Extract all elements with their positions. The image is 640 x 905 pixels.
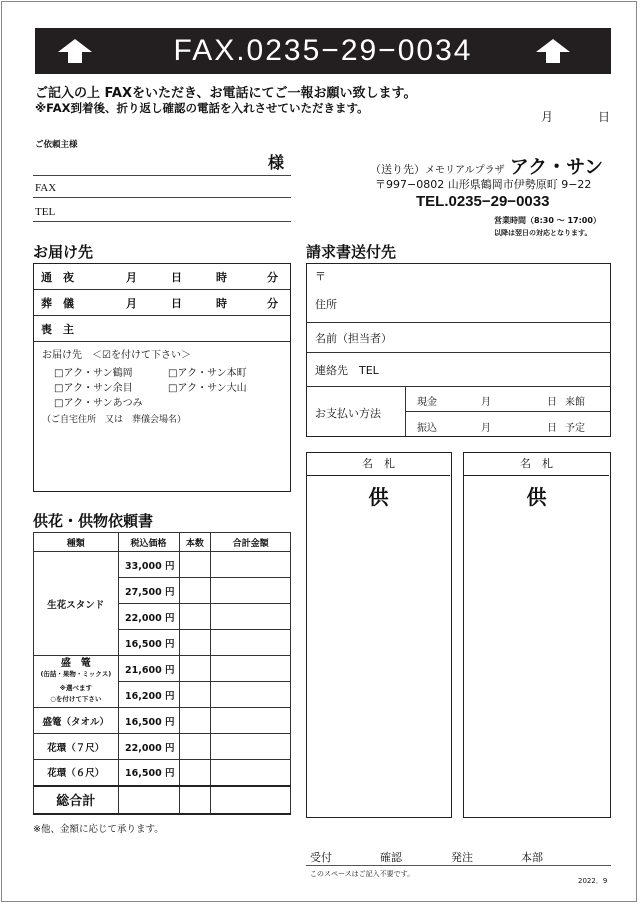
date-day-label: 日: [598, 110, 611, 124]
delivery-divider: [34, 289, 290, 290]
wreath6-label: 花環（６尺）: [34, 760, 119, 786]
order-footnote: ※他、金額に応じて承ります。: [33, 824, 164, 835]
up-arrow-icon: [535, 38, 571, 64]
name-card-header: 名 札: [307, 453, 450, 476]
delivery-box: [33, 263, 291, 492]
name-card-left: [306, 452, 452, 818]
towel-label: 盛篭（タオル）: [34, 708, 119, 734]
option-amarume[interactable]: □アク・サン余目: [54, 383, 133, 394]
wake-minute: 分: [267, 271, 278, 284]
sender-brand: アク・サン: [509, 156, 604, 178]
quantity-cell[interactable]: [179, 734, 211, 760]
table-row: [34, 656, 291, 682]
total-cell[interactable]: [211, 760, 291, 786]
invoice-title: 請求書送付先: [306, 243, 397, 261]
funeral-hour: 時: [216, 297, 227, 310]
client-tel-line: [33, 221, 291, 222]
price-cell: 16,500 円: [118, 630, 179, 656]
name-card-right: [463, 452, 611, 818]
quantity-cell[interactable]: [179, 630, 211, 656]
client-fax-label: FAX: [35, 182, 57, 194]
grand-total-cell[interactable]: [211, 786, 291, 814]
payment-method-label: お支払い方法: [315, 407, 381, 420]
transfer-month: 月: [481, 423, 491, 434]
invoice-contact-label: 連絡先 TEL: [315, 364, 379, 377]
invoice-divider: [307, 352, 610, 353]
sender-address: 〒997−0802 山形県鶴岡市伊勢原町 9−22: [375, 178, 592, 191]
wake-month: 月: [126, 271, 137, 284]
sender-prefix: （送り先）: [370, 163, 425, 176]
price-cell: 16,200 円: [118, 682, 179, 708]
sender-tel: TEL.0235−29−0033: [416, 193, 550, 210]
price-cell: 33,000 円: [118, 552, 179, 578]
quantity-cell[interactable]: [179, 708, 211, 734]
business-hours: 営業時間（8:30 〜 17:00）: [494, 216, 601, 225]
sender-brand-small: メモリアルプラザ: [425, 165, 505, 176]
table-header-row: [34, 533, 291, 552]
col-type: 種類: [34, 533, 119, 552]
table-row: [34, 708, 291, 734]
basket-note: ※選べます: [59, 684, 92, 692]
total-cell[interactable]: [211, 630, 291, 656]
total-cell[interactable]: [211, 552, 291, 578]
chief-mourner-label: 喪 主: [41, 323, 74, 336]
order-table: [33, 532, 291, 815]
price-cell: 27,500 円: [118, 578, 179, 604]
wreath7-label: 花環（７尺）: [34, 734, 119, 760]
payment-divider: [405, 411, 610, 412]
stand-label: 生花スタンド: [34, 552, 119, 656]
client-honorific: 様: [268, 153, 285, 172]
delivery-divider: [34, 315, 290, 316]
quantity-cell[interactable]: [179, 760, 211, 786]
option-oyama[interactable]: □アク・サン大山: [168, 383, 247, 394]
client-tel-label: TEL: [35, 206, 56, 218]
basket-note: ○を付けて下さい: [50, 695, 102, 703]
price-cell: 22,000 円: [118, 604, 179, 630]
office-ordered: 発注: [451, 851, 473, 864]
form-version: 2022．9: [578, 877, 608, 885]
funeral-label: 葬 儀: [41, 297, 74, 310]
wake-label: 通 夜: [41, 271, 74, 284]
fax-banner: [35, 28, 611, 74]
office-confirmed: 確認: [380, 851, 402, 864]
cash-month: 月: [481, 397, 491, 408]
offering-mark: 供: [368, 485, 389, 509]
cash-day: 日: [547, 397, 557, 408]
delivery-title: お届け先: [33, 243, 94, 261]
instruction-line: ご記入の上 FAXをいただき、お電話にてご一報お願い致します。: [35, 86, 417, 101]
wake-day: 日: [171, 271, 182, 284]
total-price-cell: [118, 786, 179, 814]
total-cell[interactable]: [211, 604, 291, 630]
table-row: [34, 552, 291, 578]
basket-sub: (缶詰・果物・ミックス): [40, 670, 112, 678]
office-line: [306, 865, 611, 866]
quantity-cell[interactable]: [179, 604, 211, 630]
payment-transfer[interactable]: 振込: [417, 423, 437, 434]
cash-mode: 来館: [565, 397, 585, 408]
order-title: 供花・供物依頼書: [33, 512, 154, 530]
instruction-note: ※FAX到着後、折り返し確認の電話を入れさせていただきます。: [35, 101, 369, 115]
client-fax-line: [33, 197, 291, 198]
wake-hour: 時: [216, 271, 227, 284]
invoice-divider: [307, 322, 610, 323]
funeral-day: 日: [171, 297, 182, 310]
fax-number-title: FAX.0235−29−0034: [173, 34, 473, 67]
funeral-minute: 分: [267, 297, 278, 310]
col-price: 税込価格: [118, 533, 179, 552]
basket-label: 盛 篭: [60, 658, 91, 669]
total-cell[interactable]: [211, 578, 291, 604]
funeral-month: 月: [126, 297, 137, 310]
destination-label: お届け先 ＜☑を付けて下さい＞: [42, 350, 191, 361]
invoice-divider: [307, 386, 610, 387]
col-total: 合計金額: [211, 533, 291, 552]
name-card-header: 名 札: [464, 453, 609, 476]
price-cell: 21,600 円: [118, 656, 179, 682]
invoice-name-label: 名前（担当者）: [315, 332, 392, 345]
transfer-mode: 予定: [565, 423, 585, 434]
price-cell: 16,500 円: [118, 760, 179, 786]
option-tsuruoka[interactable]: □アク・サン鶴岡: [54, 368, 133, 379]
delivery-divider: [34, 341, 290, 342]
after-hours-note: 以降は翌日の対応となります。: [494, 229, 592, 237]
sender-name: [370, 152, 603, 179]
grand-total-label: 総合計: [34, 786, 119, 814]
basket-cell: [34, 656, 119, 708]
client-label: ご依頼主様: [35, 140, 78, 150]
invoice-box: [306, 263, 611, 437]
table-row: [34, 734, 291, 760]
transfer-day: 日: [547, 423, 557, 434]
total-row: [34, 786, 291, 814]
table-row: [34, 760, 291, 786]
price-cell: 16,500 円: [118, 708, 179, 734]
quantity-cell[interactable]: [179, 552, 211, 578]
office-note: このスペースはご記入不要です。: [310, 870, 415, 878]
office-received: 受付: [310, 851, 332, 864]
col-quantity: 本数: [179, 533, 211, 552]
date-month-label: 月: [541, 110, 554, 124]
other-venue-note: （ご自宅住所 又は 葬儀会場名）: [42, 415, 187, 425]
postal-mark: 〒: [315, 270, 326, 283]
office-hq: 本部: [521, 851, 543, 864]
total-cell[interactable]: [211, 708, 291, 734]
quantity-cell[interactable]: [179, 682, 211, 708]
offering-mark: 供: [526, 485, 547, 509]
quantity-cell[interactable]: [179, 578, 211, 604]
invoice-address-label: 住所: [315, 298, 337, 311]
total-cell[interactable]: [211, 656, 291, 682]
total-cell[interactable]: [211, 682, 291, 708]
total-quantity-cell[interactable]: [179, 786, 211, 814]
total-cell[interactable]: [211, 734, 291, 760]
client-name-line: [33, 175, 291, 176]
option-atsumi[interactable]: □アク・サンあつみ: [54, 398, 143, 409]
option-honcho[interactable]: □アク・サン本町: [168, 368, 247, 379]
price-cell: 22,000 円: [118, 734, 179, 760]
quantity-cell[interactable]: [179, 656, 211, 682]
payment-cash[interactable]: 現金: [417, 397, 437, 408]
